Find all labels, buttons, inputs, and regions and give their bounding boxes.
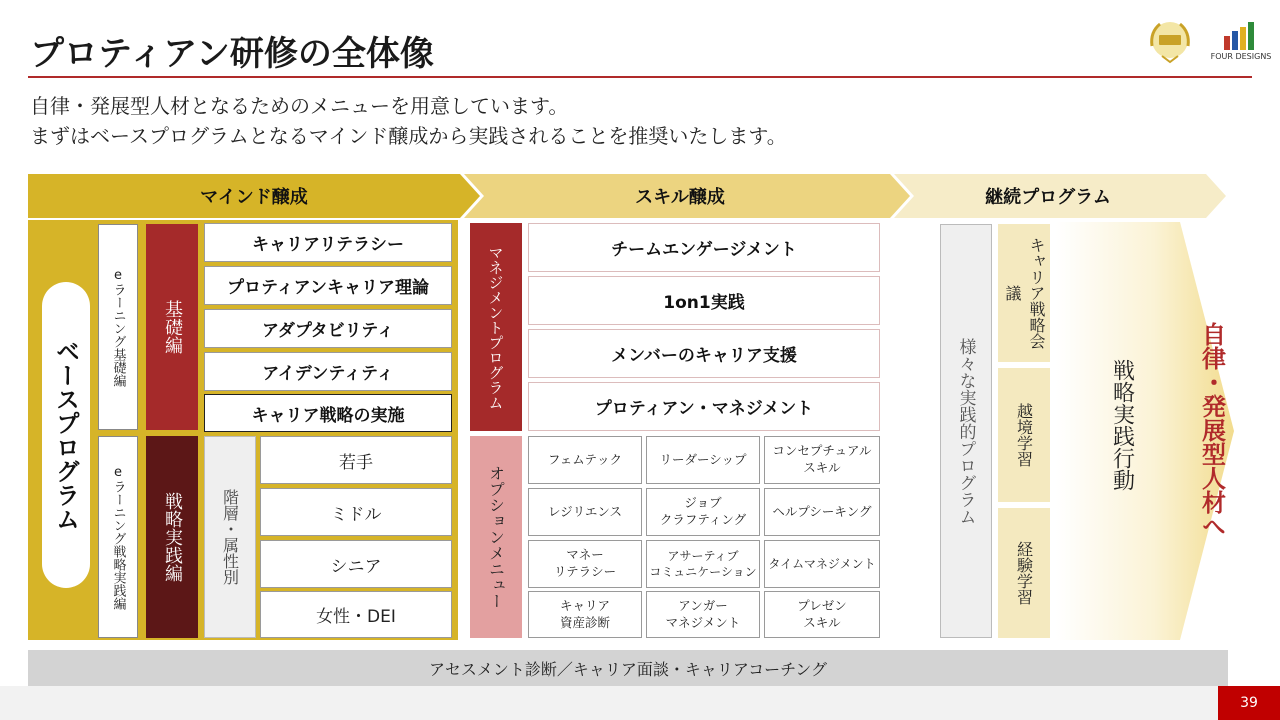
option-item: マネー リテラシー xyxy=(528,540,642,588)
management-item: チームエンゲージメント xyxy=(528,223,880,272)
option-item: キャリア 資産診断 xyxy=(528,591,642,638)
tier-label-box xyxy=(204,436,256,638)
tier-item: 若手 xyxy=(260,436,452,484)
continuous-item-box xyxy=(998,508,1050,638)
elearning-strategy-label: eラーニング戦略実践編 xyxy=(110,464,126,610)
elearning-strategy-box xyxy=(98,436,138,638)
management-item: メンバーのキャリア支援 xyxy=(528,329,880,378)
tier-item: ミドル xyxy=(260,488,452,536)
continuous-item: キャリア戦略会議 xyxy=(1003,237,1046,349)
intro-line-2: まずはベースプログラムとなるマインド醸成から実践されることを推奨いたします。 xyxy=(30,124,787,148)
elearning-basic-label: eラーニング基礎編 xyxy=(110,267,126,387)
goal-label: 自律・発展型人材へ xyxy=(1197,322,1226,538)
option-item: ヘルプシーキング xyxy=(764,488,880,536)
option-item: リーダーシップ xyxy=(646,436,760,484)
phase-skill-label: スキル醸成 xyxy=(635,187,725,208)
intro-line-1: 自律・発展型人材となるためのメニューを用意しています。 xyxy=(30,94,569,118)
goal-box xyxy=(1186,290,1238,570)
continuous-item: 越境学習 xyxy=(1014,403,1034,467)
phase-continuous-label: 継続プログラム xyxy=(985,187,1111,208)
basic-item: キャリア戦略の実施 xyxy=(204,394,452,432)
option-item: レジリエンス xyxy=(528,488,642,536)
option-label: オプションメニュー xyxy=(486,465,506,609)
option-label-box xyxy=(470,436,522,638)
phase-mind-label: マインド醸成 xyxy=(200,187,308,208)
assessment-bar: アセスメント診断／キャリア面談・キャリアコーチング xyxy=(28,650,1228,686)
option-item: フェムテック xyxy=(528,436,642,484)
practice-label: 様々な実践的プログラム xyxy=(955,337,976,525)
option-item: プレゼン スキル xyxy=(764,591,880,638)
strategy-action-label: 戦略実践行動 xyxy=(1109,359,1135,491)
option-item: ジョブ クラフティング xyxy=(646,488,760,536)
base-program-label: ベースプログラム xyxy=(51,339,80,531)
strategy-label: 戦略実践編 xyxy=(162,492,183,582)
option-item: アンガー マネジメント xyxy=(646,591,760,638)
laurel-icon xyxy=(1144,16,1196,66)
strategy-label-box xyxy=(146,436,198,638)
continuous-item: 経験学習 xyxy=(1014,541,1034,605)
award-badge xyxy=(1144,16,1196,66)
option-item: コンセプチュアル スキル xyxy=(764,436,880,484)
page-number: 39 xyxy=(1218,686,1280,720)
page-title: プロティアン研修の全体像 xyxy=(30,34,434,74)
basic-item: プロティアンキャリア理論 xyxy=(204,266,452,305)
basic-label-box xyxy=(146,224,198,430)
option-item: タイムマネジメント xyxy=(764,540,880,588)
footer-band xyxy=(0,686,1280,720)
tier-item: 女性・DEI xyxy=(260,591,452,638)
basic-item: アダプタビリティ xyxy=(204,309,452,348)
base-program-pill xyxy=(42,282,90,588)
brand-logo xyxy=(1206,18,1272,64)
management-label-box xyxy=(470,223,522,431)
continuous-item-box xyxy=(998,368,1050,502)
tier-item: シニア xyxy=(260,540,452,588)
basic-item: キャリアリテラシー xyxy=(204,223,452,262)
bar-logo-icon xyxy=(1220,20,1280,50)
management-item: 1on1実践 xyxy=(528,276,880,325)
brand-name: FOUR DESIGNS xyxy=(1210,52,1272,61)
management-item: プロティアン・マネジメント xyxy=(528,382,880,431)
option-item: アサーティブ コミュニケーション xyxy=(646,540,760,588)
management-label: マネジメントプログラム xyxy=(486,244,505,410)
tier-label: 階層・属性別 xyxy=(220,489,240,585)
elearning-basic-box xyxy=(98,224,138,430)
title-rule xyxy=(28,76,1252,78)
basic-label: 基礎編 xyxy=(162,300,183,354)
basic-item: アイデンティティ xyxy=(204,352,452,391)
practice-box xyxy=(940,224,992,638)
strategy-action-box xyxy=(1096,300,1148,550)
continuous-item-box xyxy=(998,224,1050,362)
